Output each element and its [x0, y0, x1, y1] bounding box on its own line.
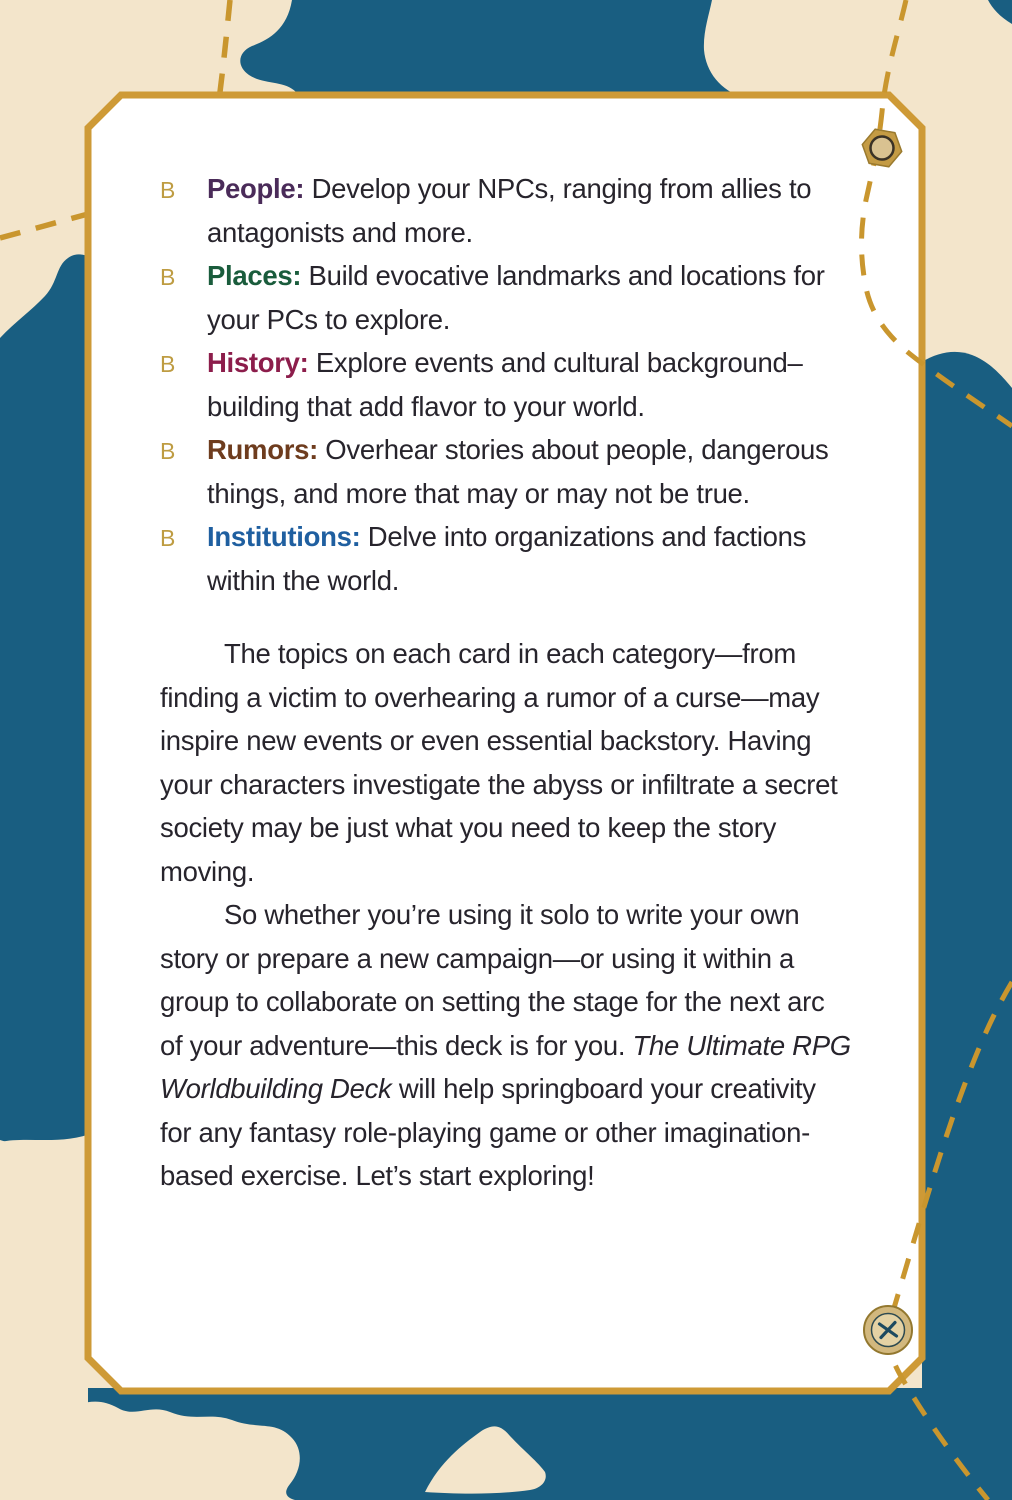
topic-lead-rumors: Rumors:	[207, 434, 318, 465]
bullet-b-icon: B	[160, 264, 176, 290]
sea-shape-left	[0, 254, 95, 1142]
sea-shape-top	[240, 0, 744, 100]
topic-lead-history: History:	[207, 347, 309, 378]
topic-text: Build evocative landmarks and locations for your PCs to explore.	[207, 260, 825, 335]
body-paragraphs	[160, 632, 852, 1198]
sea-shape-right	[922, 352, 1012, 1500]
bullet-b-icon: B	[160, 351, 176, 377]
paragraph-closing-after: will help springboard your creativity for any fantasy role-playing game or other imagination-based exercise. Let’s start exploring!	[160, 1073, 816, 1191]
list-item-history	[160, 341, 852, 428]
list-item-places	[160, 254, 852, 341]
paragraph-topics: The topics on each card in each category—from finding a victim to overhearing a rumor of a curse—may inspire new events or even essential backstory. Having your characters investigate the abyss or infiltrate a secret society may be just what you need to keep the story moving.	[160, 638, 838, 887]
topic-lead-people: People:	[207, 173, 305, 204]
topic-text: Delve into organizations and factions within the world.	[207, 521, 807, 596]
topic-lead-places: Places:	[207, 260, 302, 291]
list-item-people	[160, 167, 852, 254]
topic-list	[160, 167, 852, 602]
topic-text: Develop your NPCs, ranging from allies to antagonists and more.	[207, 173, 812, 248]
bullet-b-icon: B	[160, 177, 176, 203]
paragraph-closing-before: So whether you’re using it solo to write your own story or prepare a new campaign—or using it within a group to collaborate on setting the stage for the next arc of your adventure—this deck is for you.	[160, 899, 825, 1061]
bullet-b-icon: B	[160, 438, 176, 464]
topic-lead-institutions: Institutions:	[207, 521, 361, 552]
topic-text: Explore events and cultural background–building that add flavor to your world.	[207, 347, 803, 422]
list-item-institutions	[160, 515, 852, 602]
topic-text: Overhear stories about people, dangerous things, and more that may or may not be true.	[207, 434, 829, 509]
paragraph-closing	[160, 893, 852, 1198]
card-content	[88, 95, 922, 1391]
list-item-rumors	[160, 428, 852, 515]
deck-title-italic: The Ultimate RPG Worldbuilding Deck	[160, 1029, 851, 1104]
bullet-b-icon: B	[160, 525, 176, 551]
